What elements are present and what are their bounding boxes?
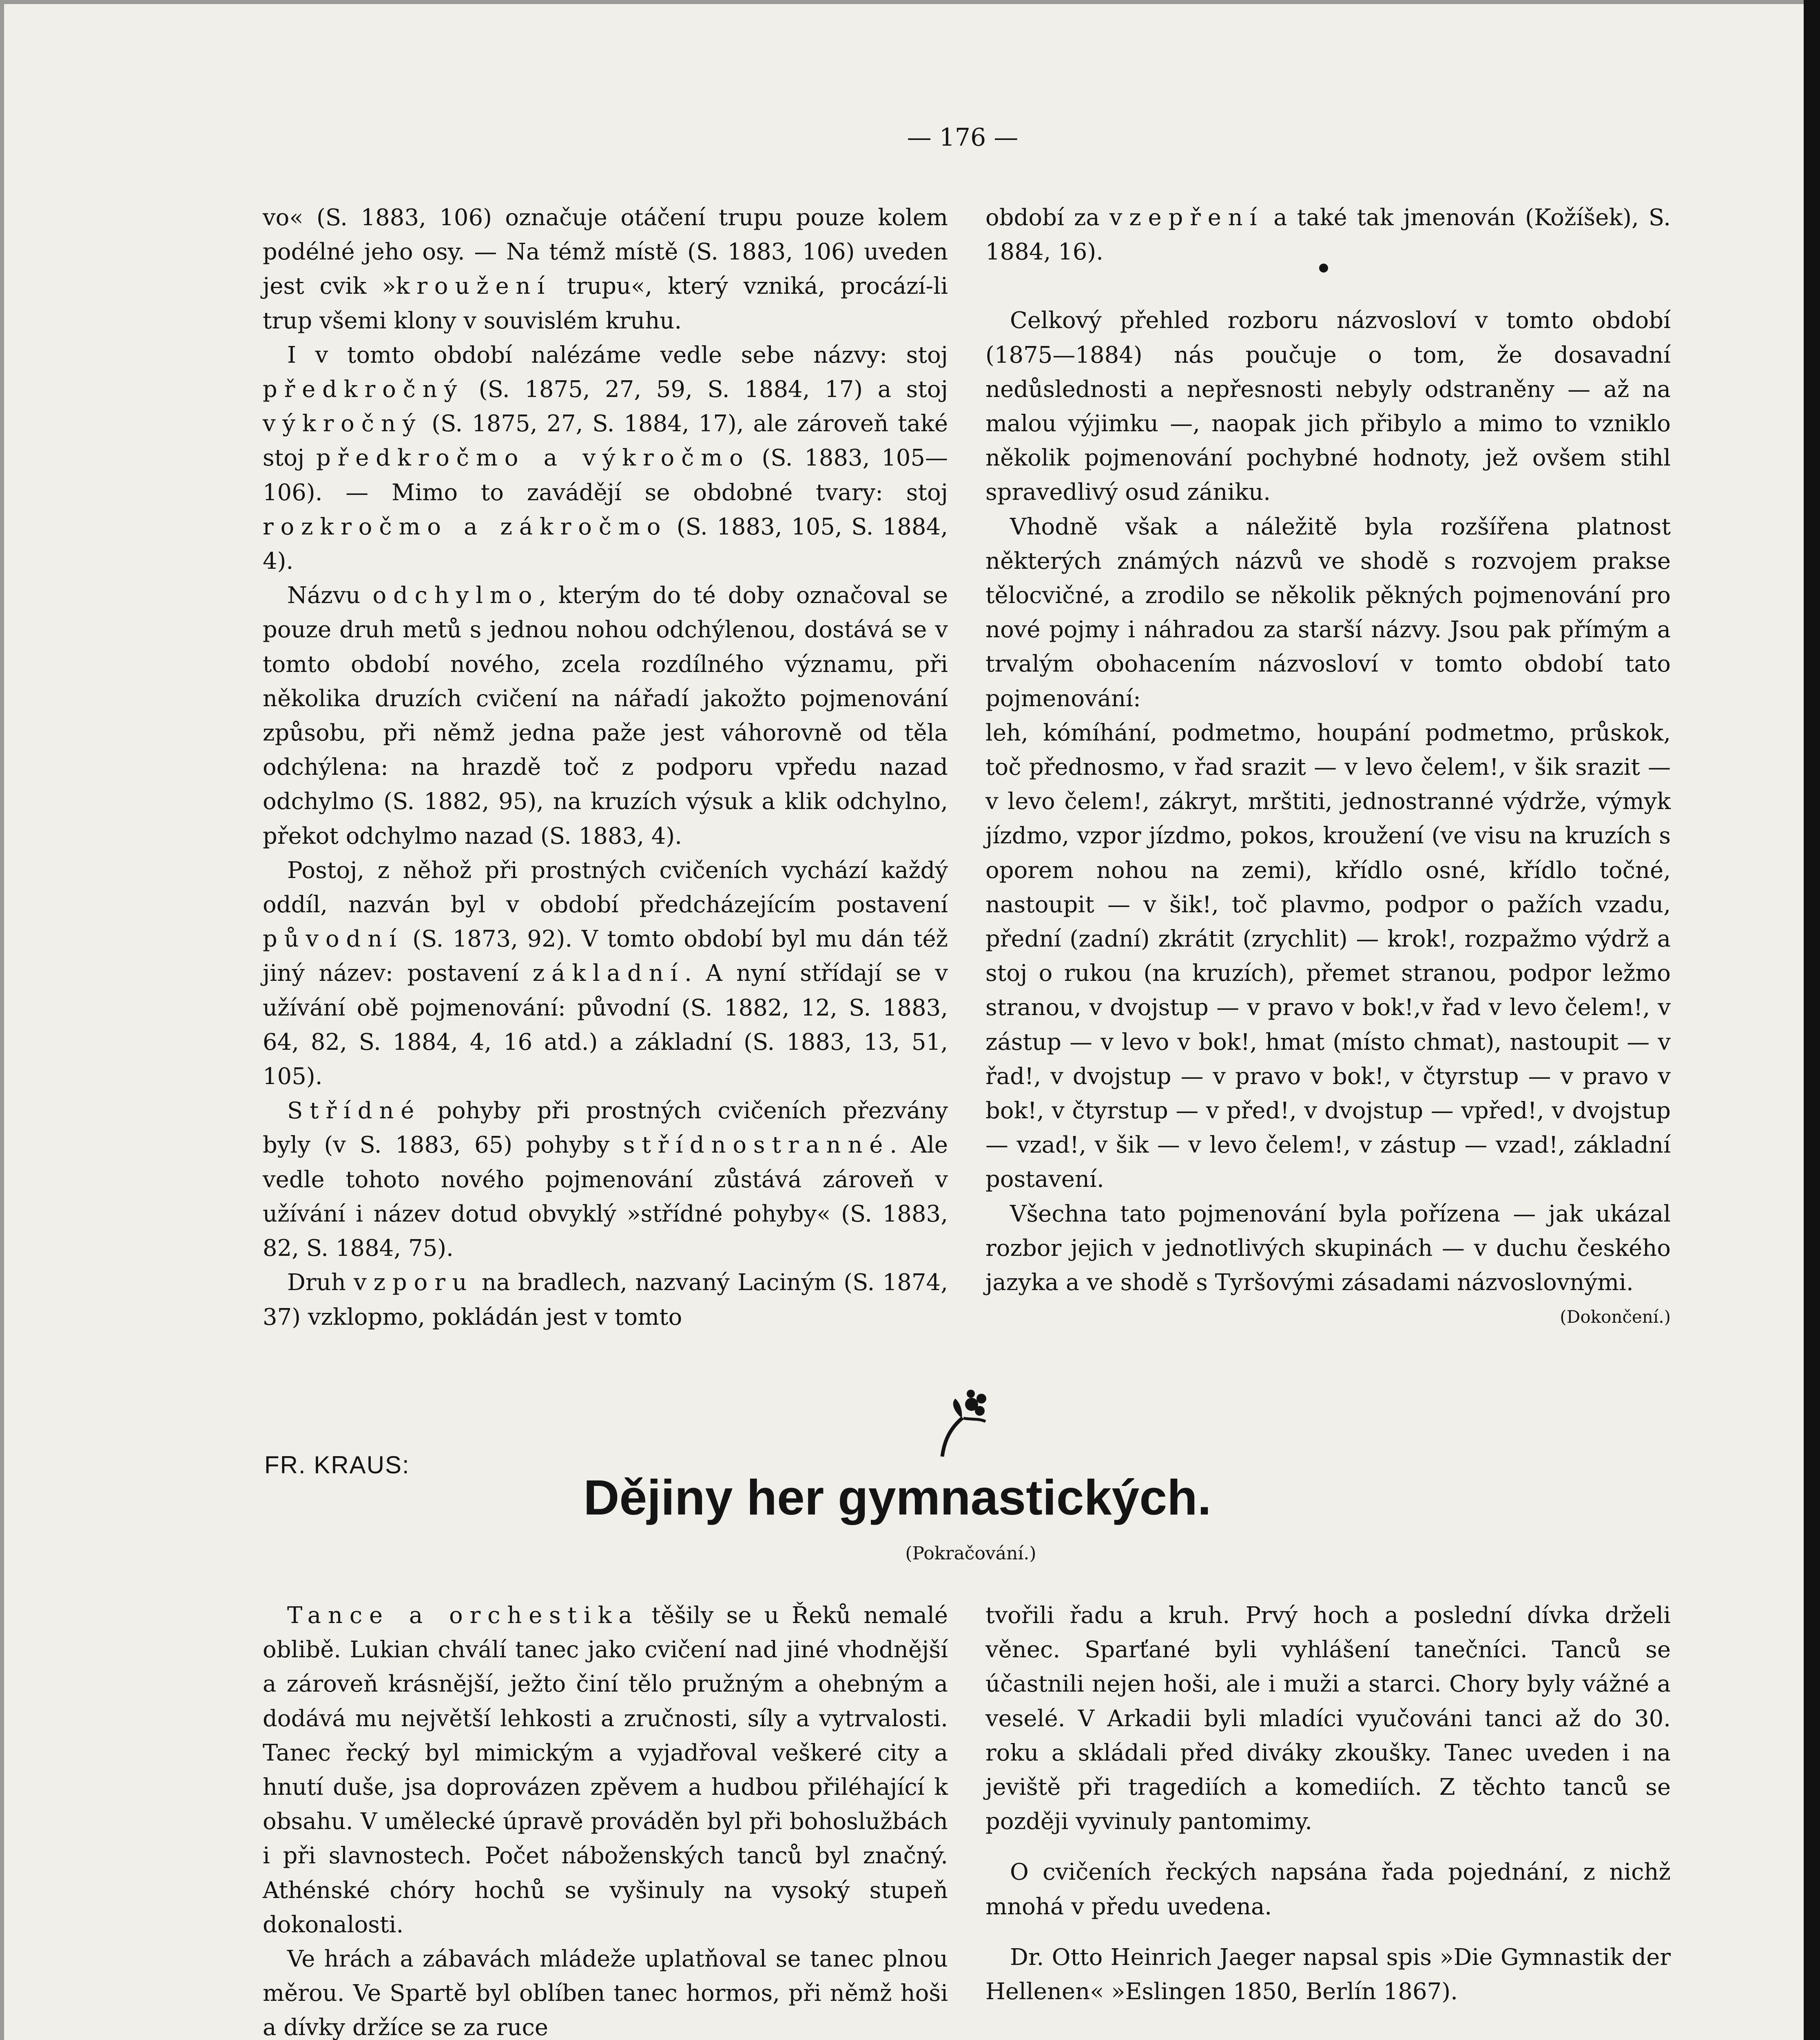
conclusion-text: Všechna tato pojmenování byla pořízena — jak ukázal rozbor jejich v jednotlivých skupinách — v duchu českého jazyka a ve shodě s Tyršovými zásadami názvoslovnými.	[985, 1200, 1671, 1296]
bullet-mark	[1319, 264, 1328, 273]
text-run: I v tomto období nalézáme vedle sebe názvy: stoj	[287, 341, 948, 368]
text-run: (S. 1883, 105—106). — Mimo to zavádějí se obdobné tvary: stoj	[263, 445, 948, 506]
continued-note: (Dokončení.)	[1560, 1307, 1671, 1327]
top-right-column	[985, 201, 1671, 1335]
text-run: Názvu	[287, 582, 373, 609]
text-run: období za	[985, 204, 1109, 231]
text-run: (S. 1873, 92). V tomto období byl mu dán též jiný název: postavení	[263, 926, 948, 987]
flower-ornament-icon	[926, 1379, 999, 1461]
spaced-term: kroužení	[396, 273, 551, 300]
spaced-term: odchylmo	[372, 582, 539, 609]
spaced-term: výkročný	[263, 410, 423, 437]
text-run: (S. 1875, 27, 59, S. 1884, 17) a stoj	[464, 376, 948, 403]
text-run: a také tak jmenován (Kožíšek), S. 1884, 16).	[985, 204, 1671, 266]
text-run: vo« (S. 1883, 106) označuje otáčení trupu pouze kolem podélné jeho osy. — Na témž místě (S. 1883, 106) uveden jest cvik »	[263, 204, 948, 300]
spaced-term: Střídné	[287, 1098, 421, 1124]
paragraph-continued	[985, 201, 1671, 269]
article-title: Dějiny her gymnastických.	[583, 1470, 1211, 1525]
paragraph-dances-continued: tvořili řadu a kruh. Prvý hoch a poslední dívka drželi věnec. Sparťané byli vyhlášení tanečníci. Tanců se účastnili nejen hoši, ale i muži a starci. Chory byly vážné a veselé. V Arkadii byli mladíci vyučováni tanci až do 30. roku a skládali před diváky zkoušky. Tanec uveden i na jeviště při tragediích a komediích. Z těchto tanců se později vyvinuly pantomimy.	[985, 1602, 1671, 1835]
spaced-term: původní	[263, 926, 403, 953]
top-left-column	[263, 201, 948, 1335]
text-run: . A nyní střídají se v užívání obě pojmenování: původní (S. 1882, 12, S. 1883, 64, 82, S. 1884, 4, 16 atd.) a základní (S. 1883, 13, 51, 105).	[263, 960, 948, 1090]
page-number: — 176 —	[907, 123, 1018, 152]
paragraph	[263, 1094, 948, 1266]
text-run: těšily se u Řeků nemalé oblibě. Lukian chválí tanec jako cvičení nad jiné vhodnější a zároveň krásnější, ježto činí tělo pružným a ohebným a dodává mu největší lehkosti a zručnosti, síly a vytrvalosti. Tanec řecký byl mimickým a vyjadřoval veškeré city a hnutí duše, jsa doprovázen zpěvem a hudbou přiléhající k obsahu. V umělecké úpravě prováděn byl při bohoslužbách i při slavnostech. Počet náboženských tanců byl značný. Athénské chóry hochů se vyšinuly na vysoký stupeň dokonalosti.	[263, 1602, 948, 1938]
paragraph-conclusion	[985, 1197, 1671, 1327]
text-run: , kterým do té doby označoval se pouze druh metů s jednou nohou odchýlenou, dostává se v tomto období nového, zcela rozdílného významu, při několika druzích cvičení na nářadí jakožto pojmenování způsobu, při němž jedna paže jest váhorovně od těla odchýlena: na hrazdě toč z podporu vpředu nazad odchylmo (S. 1882, 95), na kruzích výsuk a klik odchylno, překot odchylmo nazad (S. 1883, 4).	[263, 582, 948, 849]
text-run: (S. 1875, 27, S. 1884, 17), ale zároveň také stoj	[263, 410, 948, 472]
bottom-left-column	[263, 1599, 948, 2040]
paragraph	[263, 1942, 948, 2040]
paragraph-jaeger: Dr. Otto Heinrich Jaeger napsal spis »Die Gymnastik der Hellenen« »Eslingen 1850, Berlín 1867).	[985, 1944, 1671, 2005]
text-run: Druh	[287, 1269, 354, 1296]
text-run: pohyby při prostných cvičeních přezvány byly (v S. 1883, 65) pohyby	[263, 1098, 948, 1159]
paragraph	[263, 1266, 948, 1334]
spaced-term: střídnostranné	[623, 1132, 890, 1159]
paragraph-overview: Celkový přehled rozboru názvosloví v tomto období (1875—1884) nás poučuje o tom, že dosavadní nedůslednosti a nepřesnosti nebyly odstraněny — až na malou výjimku —, naopak jich přibylo a mimo to vzniklo několik pojmenování pochybné hodnoty, jež ovšem stihl spravedlivý osud zániku.	[985, 307, 1671, 506]
paragraph	[263, 1599, 948, 1942]
text-run: na bradlech, nazvaný Laciným (S. 1874, 37) vzklopmo, pokládán jest v tomto	[263, 1269, 948, 1330]
article-subtitle: (Pokračování.)	[905, 1543, 1036, 1564]
spaced-term: Tance a orchestika	[287, 1602, 639, 1629]
spaced-term: vzepření	[1109, 204, 1264, 231]
spaced-term: rozkročmo a zákročmo	[263, 513, 668, 540]
paragraph-term-list: leh, kómíhání, podmetmo, houpání podmetmo, průskok, toč přednosmo, v řad srazit — v levo čelem!, v šik srazit — v levo čelem!, zákryt, mrštiti, jednostranné výdrže, výmyk jízdmo, vzpor jízdmo, pokos, kroužení (ve visu na kruzích s oporem nohou na zemi), křídlo osné, křídlo točné, nastoupit — v šik!, toč plavmo, podpor o pažích vzadu, přední (zadní) zkrátit (zrychlit) — krok!, rozpažmo výdrž a stoj o rukou (na kruzích), přemet stranou, podpor ležmo stranou, v dvojstup — v pravo v bok!,v řad v levo čelem!, v zástup — v levo v bok!, hmat (místo chmat), nastoupit — v řad!, v dvojstup — v pravo v bok!, v čtyrstup — v pravo v bok!, v čtyrstup — v před!, v dvojstup — vpřed!, v dvojstup — vzad!, v šik — v levo čelem!, v zástup — vzad!, základní postavení.	[985, 719, 1671, 1193]
spaced-term: vzporu	[354, 1269, 474, 1296]
text-run: trupu«, který vzniká, procází-li trup všemi klony v souvislém kruhu.	[263, 273, 948, 334]
text-run: . Ale vedle tohoto nového pojmenování zůstává zároveň v užívání i název dotud obvyklý »střídné pohyby« (S. 1883, 82, S. 1884, 75).	[263, 1132, 948, 1262]
paragraph	[263, 201, 948, 338]
scan-dark-edge	[1804, 0, 1820, 2040]
article-author: FR. KRAUS:	[264, 1451, 410, 1479]
paragraph	[263, 579, 948, 854]
text-run: Ve hrách a zábavách mládeže uplatňoval se tanec plnou měrou. Ve Spartě byl oblíben tanec hormos, při němž hoši a dívky držíce se za ruce	[263, 1946, 948, 2040]
spaced-term: základní	[532, 960, 685, 987]
text-run: (S. 1883, 105, S. 1884, 4).	[263, 513, 948, 575]
paragraph	[263, 338, 948, 579]
paragraph-treatises: O cvičeních řeckých napsána řada pojednání, z nichž mnohá v předu uvedena.	[985, 1859, 1671, 1920]
bottom-right-column	[985, 1599, 1671, 2009]
spaced-term: předkročný	[263, 376, 464, 403]
text-run: Postoj, z něhož při prostných cvičeních vychází každý oddíl, nazván byl v období předcházejícím postavení	[263, 857, 948, 918]
spaced-term: předkročmo a výkročmo	[316, 445, 750, 472]
paragraph-extension: Vhodně však a náležitě byla rozšířena platnost některých známých názvů ve shodě s rozvojem prakse tělocvičné, a zrodilo se několik pěkných pojmenování pro nové pojmy i náhradou za starší názvy. Jsou pak přímým a trvalým obohacením názvosloví v tomto období tato pojmenování:	[985, 513, 1671, 712]
paragraph	[263, 854, 948, 1094]
